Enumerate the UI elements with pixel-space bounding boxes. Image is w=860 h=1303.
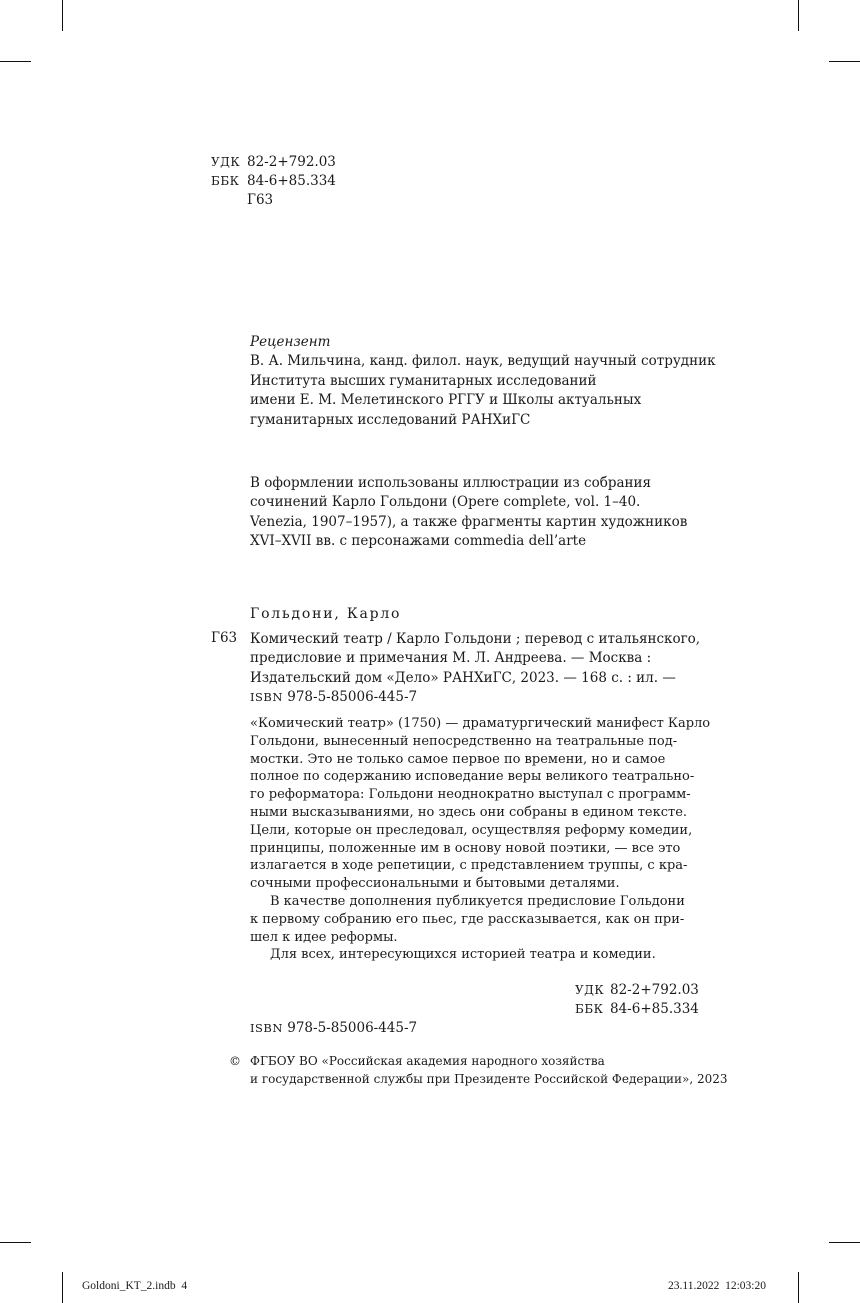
reviewer-line: Института высших гуманитарных исследований (250, 372, 597, 389)
bib-entry-line: Издательский дом «Дело» РАНХиГС, 2023. — 168 с. : ил. — (250, 669, 676, 686)
illustrations-line: XVI–XVII вв. с персонажами commedia dell’arte (250, 533, 587, 550)
reviewer-line: В. А. Мильчина, канд. филол. наук, ведущий научный сотрудник (250, 353, 716, 370)
footer-date: 23.11.2022 (668, 1280, 720, 1292)
annotation-line: принципы, положенные им в основу новой поэтики, — все это (250, 840, 681, 856)
annotation-line: го реформатора: Гольдони неоднократно выступал с программ- (250, 787, 691, 803)
annotation-line: излагается в ходе репетиции, с представлением труппы, с кра- (250, 858, 688, 874)
udk-label: УДК (575, 983, 605, 997)
crop-mark-bottom-right-vertical (798, 1272, 799, 1303)
author-mark: Г63 (247, 192, 274, 208)
bib-entry-line: Комический театр / Карло Гольдони ; перевод с итальянского, (250, 631, 701, 647)
footer-time: 12:03:20 (725, 1280, 766, 1292)
isbn-label: ISBN (250, 1021, 283, 1035)
bib-entry-line: предисловие и примечания М. Л. Андреева. — Москва : (250, 650, 652, 667)
copyright-symbol: © (229, 1054, 241, 1068)
footer-file-name: Goldoni_KT_2.indb (82, 1280, 176, 1292)
copyright-line: ФГБОУ ВО «Российская академия народного хозяйства (250, 1054, 605, 1068)
footer-timestamp (668, 1280, 766, 1292)
reviewer-line: имени Е. М. Мелетинского РГГУ и Школы актуальных (250, 392, 642, 409)
bbk-value: 84-6+85.334 (610, 1001, 699, 1018)
crop-mark-top-left-vertical (62, 0, 63, 31)
crop-mark-bottom-left-horizontal (0, 1242, 31, 1243)
annotation-line: полное по содержанию исповедание веры великого театрально- (250, 769, 695, 785)
bbk-label: ББК (575, 1002, 604, 1017)
annotation-line: ными высказываниями, но здесь они собраны в едином тексте. (250, 804, 688, 820)
annotation-line: В качестве дополнения публикуется предисловие Гольдони (270, 893, 685, 909)
udk-value: 82-2+792.03 (247, 154, 336, 170)
isbn-value: 978-5-85006-445-7 (287, 1020, 418, 1036)
illustrations-line: Venezia, 1907–1957), а также фрагменты картин художников (250, 513, 688, 530)
isbn-value: 978-5-85006-445-7 (287, 689, 418, 706)
footer-file (82, 1280, 187, 1292)
copyright-notice (250, 1053, 728, 1088)
bbk-value: 84-6+85.334 (247, 173, 336, 189)
annotation-line: мостки. Это не только самое первое по времени, но и самое (250, 751, 666, 767)
author-heading: Гольдони, Карло (250, 606, 402, 622)
classification-block (211, 153, 336, 210)
crop-mark-top-right-vertical (798, 0, 799, 31)
udk-value: 82-2+792.03 (610, 982, 699, 998)
annotation (250, 715, 710, 964)
isbn-label: ISBN (250, 690, 283, 705)
crop-mark-top-left-horizontal (0, 61, 31, 62)
illustrations-line: сочинений Карло Гольдони (Opere complete, vol. 1–40. (250, 494, 641, 511)
annotation-line: к первому собранию его пьес, где рассказывается, как он при- (250, 911, 685, 927)
annotation-line: сочными профессиональными и бытовыми деталями. (250, 876, 620, 892)
udk-label: УДК (211, 155, 241, 169)
illustrations-note (250, 474, 687, 552)
isbn-line (250, 1020, 417, 1036)
crop-mark-bottom-left-vertical (62, 1272, 63, 1303)
reviewer-block (250, 333, 716, 430)
annotation-line: «Комический театр» (1750) — драматургический манифест Карло (250, 716, 711, 731)
annotation-line: Цели, которые он преследовал, осуществляя реформу комедии, (250, 822, 693, 838)
bib-entry-text (250, 630, 700, 708)
illustrations-line: В оформлении использованы иллюстрации из собрания (250, 475, 652, 491)
reviewer-line: гуманитарных исследований РАНХиГС (250, 411, 531, 428)
bbk-label: ББК (211, 174, 240, 188)
crop-mark-bottom-right-horizontal (829, 1242, 860, 1243)
footer-page-number: 4 (181, 1280, 188, 1292)
reviewer-title: Рецензент (250, 334, 331, 350)
bottom-classification (575, 981, 699, 1020)
annotation-line: Для всех, интересующихся историей театра и комедии. (270, 947, 656, 963)
crop-mark-top-right-horizontal (829, 61, 860, 62)
copyright-line: и государственной службы при Президенте Российской Федерации», 2023 (250, 1071, 728, 1086)
annotation-line: Гольдони, вынесенный непосредственно на театральные под- (250, 733, 678, 749)
annotation-line: шел к идее реформы. (250, 929, 398, 945)
entry-code: Г63 (211, 630, 238, 646)
